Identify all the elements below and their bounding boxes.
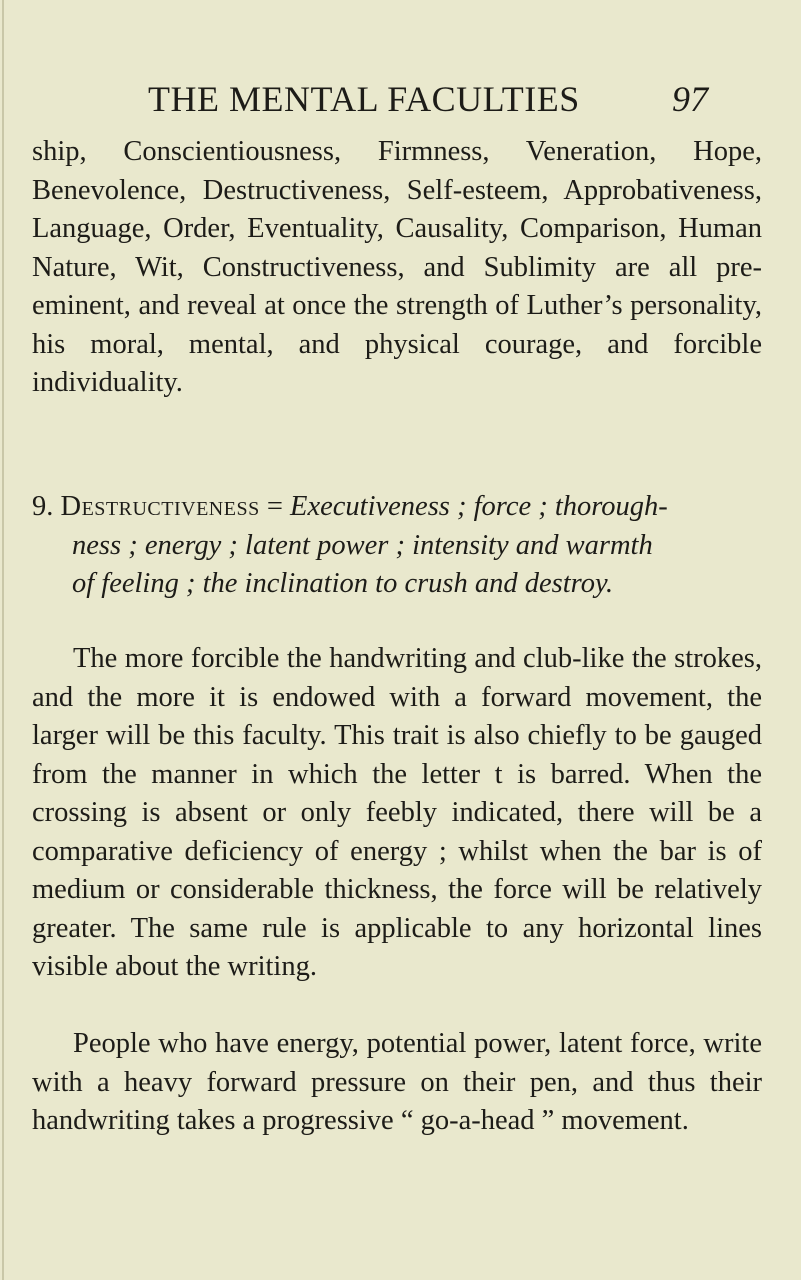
page-number: 97 xyxy=(672,79,708,119)
paragraph-energy: People who have energy, potential power, latent force, write with a heavy forward pressure on their pen, and thus their handwriting takes a progressive “ go-a-head ” movement. xyxy=(32,1028,762,1136)
running-title: THE MENTAL FACULTIES xyxy=(148,79,580,119)
page-edge-line xyxy=(2,0,4,1280)
definition-line-1 xyxy=(32,488,762,527)
running-header xyxy=(148,74,708,124)
definition-equals: = xyxy=(259,491,291,522)
definition-number: 9. xyxy=(32,491,54,522)
faculty-definition xyxy=(32,488,762,604)
definition-term: Destructiveness xyxy=(60,491,260,522)
paragraph-continuation: ship, Conscientiousness, Firmness, Veneration, Hope, Benevolence, Destructiveness, Self-esteem, Approbativeness, Language, Order, Eventuality, Causality, Comparison, Human Nature, Wit, Constructiveness, and Sublimity are all pre-eminent, and reveal at once the strength of Luther’s personality, his moral, mental, and physical courage, and forcible individuality. xyxy=(32,136,762,398)
definition-line-3: of feeling ; the inclination to crush and destroy. xyxy=(72,568,614,599)
definition-line-2: ness ; energy ; latent power ; intensity and warmth xyxy=(72,529,653,561)
paragraph-forcible-handwriting: The more forcible the handwriting and club-like the strokes, and the more it is endowed with a forward movement, the larger will be this faculty. This trait is also chiefly to be gauged from the manner in which the letter t is barred. When the crossing is absent or only feebly indicated, there will be a comparative deficiency of energy ; whilst when the bar is of medium or considerable thickness, the force will be relatively greater. The same rule is applicable to any horizontal lines visible about the writing. xyxy=(32,643,762,982)
definition-text-1: Executiveness ; force ; thorough- xyxy=(290,491,668,522)
